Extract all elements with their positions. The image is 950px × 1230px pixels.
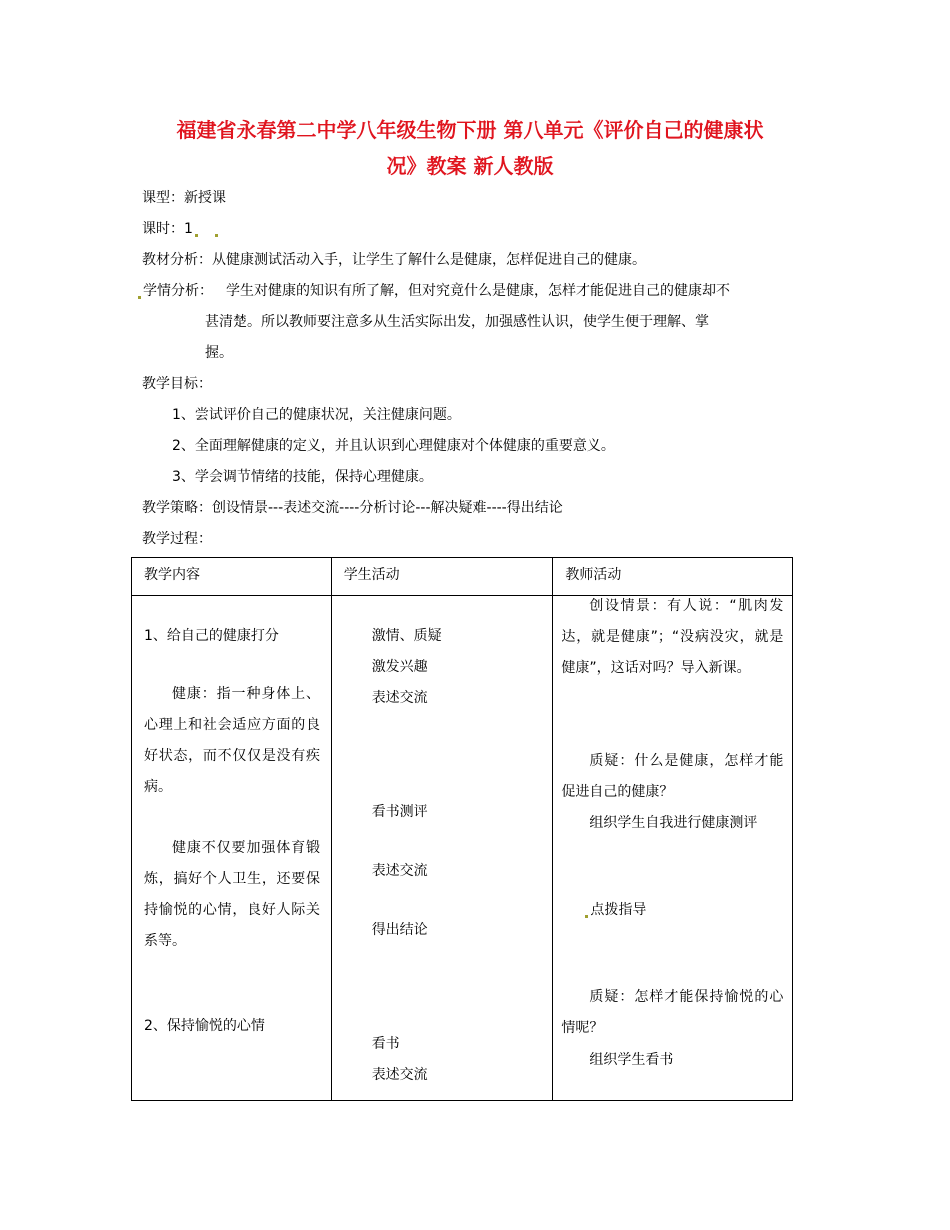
table-header-row <box>132 558 793 596</box>
student-activity-cell <box>331 596 553 1101</box>
process-label: 教学过程： <box>142 531 212 547</box>
teaching-process-table <box>131 557 793 1101</box>
content-item-1: 1、给自己的健康打分 <box>144 628 279 644</box>
title-line-2: 况》教案 新人教版 <box>386 154 554 178</box>
student-analysis-line-1: 学生对健康的知识有所了解，但对究竟什么是健康，怎样才能促进自己的健康却不 <box>226 283 730 299</box>
course-type: 课型：新授课 <box>142 190 226 206</box>
student-activity-7: 看书 <box>371 1036 400 1052</box>
teacher-activity-4-row <box>589 900 646 920</box>
material-analysis: 教材分析：从健康测试活动入手，让学生了解什么是健康，怎样促进自己的健康。 <box>142 252 646 268</box>
objective-item-2: 2、全面理解健康的定义，并且认识到心理健康对个体健康的重要意义。 <box>172 438 615 454</box>
teacher-activity-3: 组织学生自我进行健康测评 <box>589 815 758 831</box>
student-activity-8: 表述交流 <box>371 1067 428 1083</box>
mark-dot <box>215 234 218 237</box>
health-note: 健康不仅要加强体育锻炼，搞好个人卫生，还要保持愉悦的心情，良好人际关系等。 <box>144 840 320 949</box>
document-title <box>130 112 810 184</box>
objectives-label: 教学目标： <box>142 376 212 392</box>
student-activity-3: 表述交流 <box>371 690 428 706</box>
student-analysis-label <box>142 281 213 301</box>
objective-item-3: 3、学会调节情绪的技能，保持心理健康。 <box>172 469 433 485</box>
student-analysis-line-3: 握。 <box>205 345 233 361</box>
mark-dot <box>585 915 588 918</box>
teacher-activity-2: 质疑：什么是健康，怎样才能促进自己的健康？ <box>561 753 784 800</box>
health-definition: 健康：指一种身体上、心理上和社会适应方面的良好状态，而不仅仅是没有疾病。 <box>144 686 320 795</box>
mark-dot <box>195 234 198 237</box>
header-teacher-activity: 教师活动 <box>553 558 793 596</box>
teacher-activity-6: 组织学生看书 <box>589 1052 674 1068</box>
content-item-2: 2、保持愉悦的心情 <box>144 1018 265 1034</box>
header-content: 教学内容 <box>132 558 332 596</box>
teacher-activity-1: 创设情景：有人说：“肌肉发达，就是健康”；“没病没灾，就是健康”，这话对吗？导入新课。 <box>561 598 784 676</box>
teacher-activity-cell <box>553 596 793 1101</box>
teacher-activity-5: 质疑：怎样才能保持愉悦的心情呢？ <box>561 989 784 1036</box>
student-analysis-label-text: 学情分析： <box>143 283 213 299</box>
student-activity-2: 激发兴趣 <box>371 659 428 675</box>
student-activity-6: 得出结论 <box>371 922 428 938</box>
mark-dot <box>138 296 141 299</box>
teacher-activity-4: 点拨指导 <box>590 902 647 918</box>
class-hours-row <box>142 219 220 239</box>
student-analysis-line-2: 甚清楚。所以教师要注意多从生活实际出发，加强感性认识，使学生便于理解、掌 <box>205 314 709 330</box>
class-hours: 课时：1 <box>142 221 193 237</box>
student-activity-1: 激情、质疑 <box>371 628 442 644</box>
title-line-1: 福建省永春第二中学八年级生物下册 第八单元《评价自己的健康状 <box>176 118 764 142</box>
student-activity-4: 看书测评 <box>371 804 428 820</box>
content-cell <box>132 596 332 1101</box>
teaching-strategy: 教学策略：创设情景---表述交流----分析讨论---解决疑难----得出结论 <box>142 500 563 516</box>
header-student-activity: 学生活动 <box>331 558 553 596</box>
table-body-row <box>132 596 793 1101</box>
student-activity-5: 表述交流 <box>371 863 428 879</box>
objective-item-1: 1、尝试评价自己的健康状况，关注健康问题。 <box>172 407 461 423</box>
